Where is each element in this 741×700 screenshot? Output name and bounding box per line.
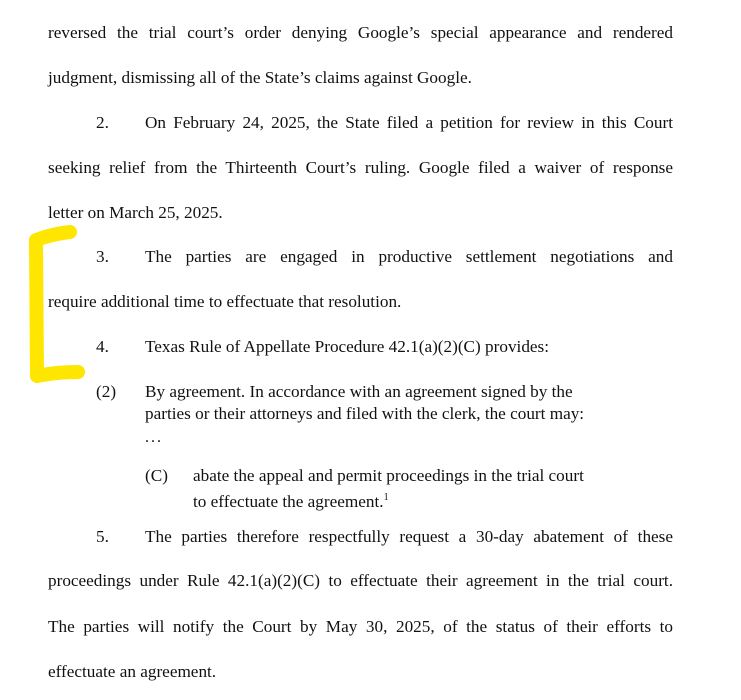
- quote-line-2: parties or their attorneys and filed with the clerk, the court may:: [145, 404, 585, 423]
- quote-sub-number-c: (C): [145, 466, 168, 485]
- paragraph-5-line-4: effectuate an agreement.: [48, 662, 217, 681]
- paragraph-number-4: 4.: [96, 337, 109, 356]
- quote-number-2: (2): [96, 382, 117, 401]
- paragraph-2-line-3: letter on March 25, 2025.: [48, 203, 223, 222]
- paragraph-number-2: 2.: [96, 113, 109, 132]
- paragraph-number-3: 3.: [96, 247, 109, 266]
- text-line-2: judgment, dismissing all of the State’s claims against Google.: [48, 68, 472, 87]
- paragraph-5-line-1: The parties therefore respectfully request a 30-day abatement of these: [145, 527, 673, 546]
- paragraph-3-line-2: require additional time to effectuate that resolution.: [48, 292, 402, 311]
- paragraph-5-line-3: The parties will notify the Court by May 30, 2025, of the status of their efforts to: [48, 617, 673, 636]
- quote-sub-line-1: abate the appeal and permit proceedings in the trial court: [193, 466, 584, 485]
- paragraph-5-line-2: proceedings under Rule 42.1(a)(2)(C) to effectuate their agreement in the trial court.: [48, 571, 673, 590]
- paragraph-4-line-1: Texas Rule of Appellate Procedure 42.1(a)(2)(C) provides:: [145, 337, 550, 356]
- paragraph-number-5: 5.: [96, 527, 109, 546]
- paragraph-2-line-1: On February 24, 2025, the State filed a petition for review in this Court: [145, 113, 673, 132]
- paragraph-3-line-1: The parties are engaged in productive settlement negotiations and: [145, 247, 673, 266]
- quote-sub-line-2-text: to effectuate the agreement.: [193, 492, 384, 511]
- footnote-reference[interactable]: 1: [383, 492, 389, 503]
- text-line-1: reversed the trial court’s order denying Google’s special appearance and rendered: [48, 23, 673, 42]
- quote-line-1: By agreement. In accordance with an agreement signed by the: [145, 382, 573, 401]
- quote-sub-line-2: [193, 487, 389, 513]
- paragraph-2-line-2: seeking relief from the Thirteenth Court’s ruling. Google filed a waiver of response: [48, 158, 673, 177]
- quote-ellipsis: ...: [145, 429, 163, 446]
